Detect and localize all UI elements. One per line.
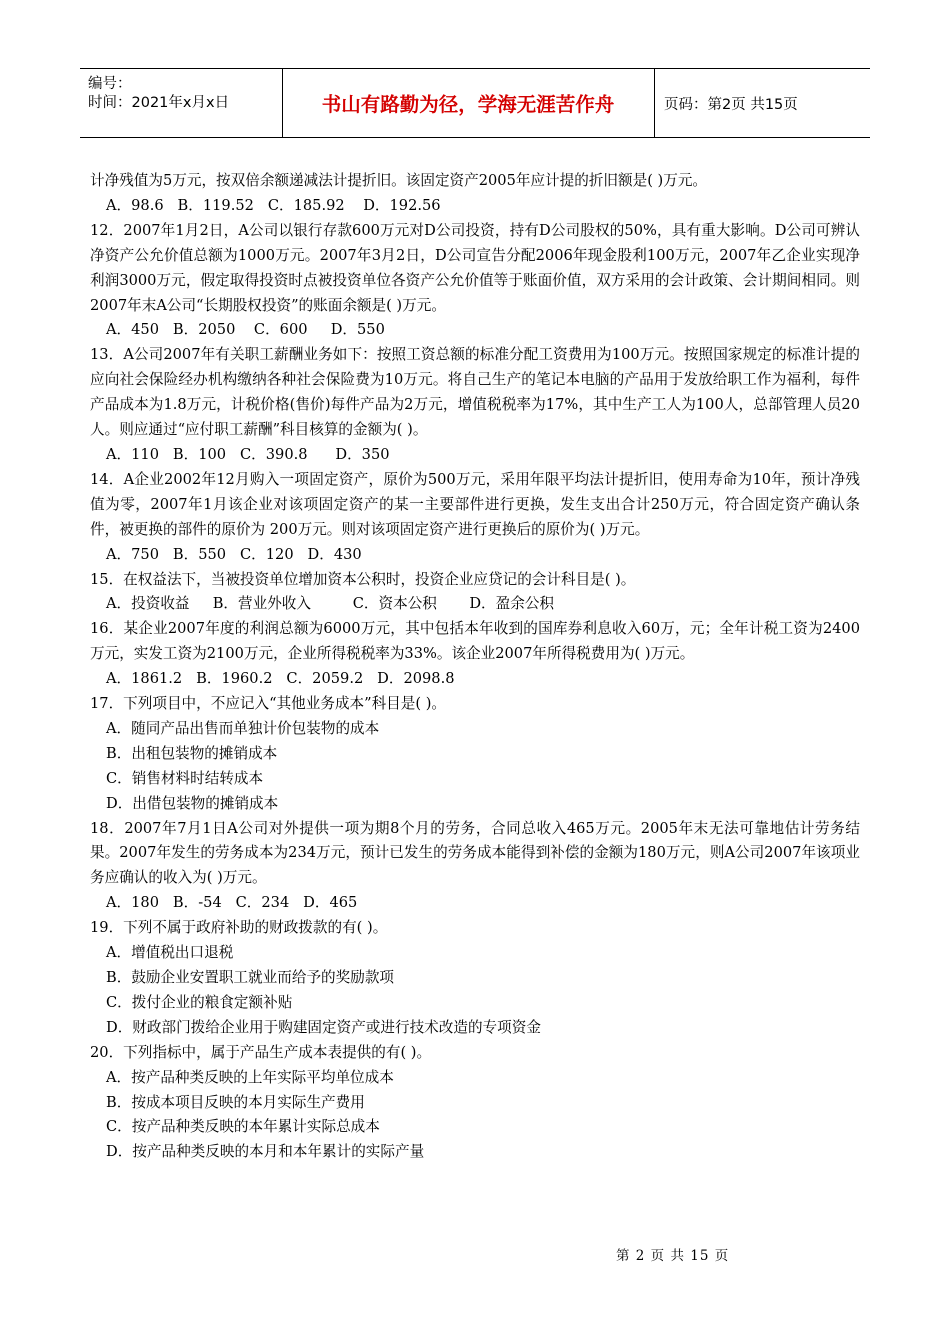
question-text: 12．2007年1月2日，A公司以银行存款600万元对D公司投资，持有D公司股权的50%，具有重大影响。D公司可辨认净资产公允价值总额为1000万元。2007年3月2日，D公司宣告分配2006年现金股利100万元，2007年乙企业实现净利润3000万元，假定取得投资时点被投资单位各资产公允价值等于账面价值，双方采用的会计政策、会计期间相同。则2007年末A公司“长期股权投资”的账面余额是( )万元。	[90, 221, 860, 314]
answer-option: B．鼓励企业安置职工就业而给予的奖励款项	[106, 969, 395, 986]
question-text: 16．某企业2007年度的利润总额为6000万元，其中包括本年收到的国库券利息收入60万，元；全年计税工资为2400万元，实发工资为2100万元，企业所得税税率为33%。该企业2007年所得税费用为( )万元。	[90, 620, 860, 663]
answer-option: A．1861.2 B．1960.2 C．2059.2 D．2098.8	[106, 670, 455, 688]
header-number-label: 编号：	[88, 76, 132, 92]
answer-option: D．出借包装物的摊销成本	[106, 794, 279, 812]
answer-option: D．按产品种类反映的本月和本年累计的实际产量	[106, 1143, 425, 1161]
answer-option: A．110 B．100 C．390.8 D．350	[106, 445, 390, 463]
page-footer: 第 2 页 共 15 页	[616, 1248, 730, 1264]
question-text: 14．A企业2002年12月购入一项固定资产，原价为500万元，采用年限平均法计提折旧，使用寿命为10年，预计净残值为零，2007年1月该企业对该项固定资产的某一主要部件进行更换，发生支出合计250万元，符合固定资产确认条件，被更换的部件的原价为 200万元。则对该项固定资产进行更换后的原价为( )万元。	[90, 470, 860, 538]
question-text: 15．在权益法下，当被投资单位增加资本公积时，投资企业应贷记的会计科目是( )。	[90, 570, 636, 588]
header-page-info: 页码：第2页 共15页	[664, 96, 798, 113]
answer-option: C．按产品种类反映的本年累计实际总成本	[106, 1118, 380, 1136]
answer-option: D．财政部门拨给企业用于购建固定资产或进行技术改造的专项资金	[106, 1018, 541, 1036]
answer-option: C．销售材料时结转成本	[106, 769, 264, 787]
answer-option: A．750 B．550 C．120 D．430	[106, 545, 362, 563]
question-text: 18．2007年7月1日A公司对外提供一项为期8个月的劳务，合同总收入465万元。2005年末无法可靠地估计劳务结果。2007年发生的劳务成本为234万元，预计已发生的劳务成本能得到补偿的金额为180万元，则A公司2007年该项业务应确认的收入为( )万元。	[90, 819, 860, 887]
header-divider-right	[654, 69, 655, 137]
answer-option: A．450 B．2050 C．600 D．550	[106, 321, 385, 339]
header-motto: 书山有路勤为径，学海无涯苦作舟	[321, 93, 615, 116]
answer-option: B．按成本项目反映的本月实际生产费用	[106, 1093, 365, 1111]
header-time-label: 时间：2021年x月x日	[88, 95, 230, 111]
answer-option: A．投资收益 B．营业外收入 C．资本公积 D．盈余公积	[106, 595, 555, 613]
answer-option: A．180 B．-54 C．234 D．465	[106, 894, 358, 912]
answer-option: A．增值税出口退税	[106, 944, 234, 962]
answer-option: A．98.6 B．119.52 C．185.92 D．192.56	[106, 196, 441, 214]
question-text: 13．A公司2007年有关职工薪酬业务如下：按照工资总额的标准分配工资费用为100万元。按照国家规定的标准计提的应向社会保险经办机构缴纳各种社会保险费为10万元。将自己生产的笔记本电脑的产品用于发放给职工作为福利，每件产品成本为1.8万元，计税价格(售价)每件产品为2万元，增值税税率为17%，其中生产工人为100人，总部管理人员20人。则应通过“应付职工薪酬”科目核算的金额为( )。	[90, 346, 860, 439]
question-text: 20．下列指标中，属于产品生产成本表提供的有( )。	[90, 1043, 432, 1061]
answer-option: B．出租包装物的摊销成本	[106, 744, 278, 762]
question-text: 计净残值为5万元，按双倍余额递减法计提折旧。该固定资产2005年应计提的折旧额是( )万元。	[90, 172, 708, 189]
header-meta	[88, 75, 229, 113]
answer-option: A．按产品种类反映的上年实际平均单位成本	[106, 1068, 394, 1086]
question-text: 19．下列不属于政府补助的财政拨款的有( )。	[90, 919, 388, 937]
answer-option: C．拨付企业的粮食定额补贴	[106, 993, 293, 1011]
document-body	[90, 169, 860, 1165]
question-text: 17．下列项目中，不应记入“其他业务成本”科目是( )。	[90, 695, 446, 713]
page-header	[80, 68, 870, 138]
answer-option: A．随同产品出售而单独计价包装物的成本	[106, 719, 380, 737]
